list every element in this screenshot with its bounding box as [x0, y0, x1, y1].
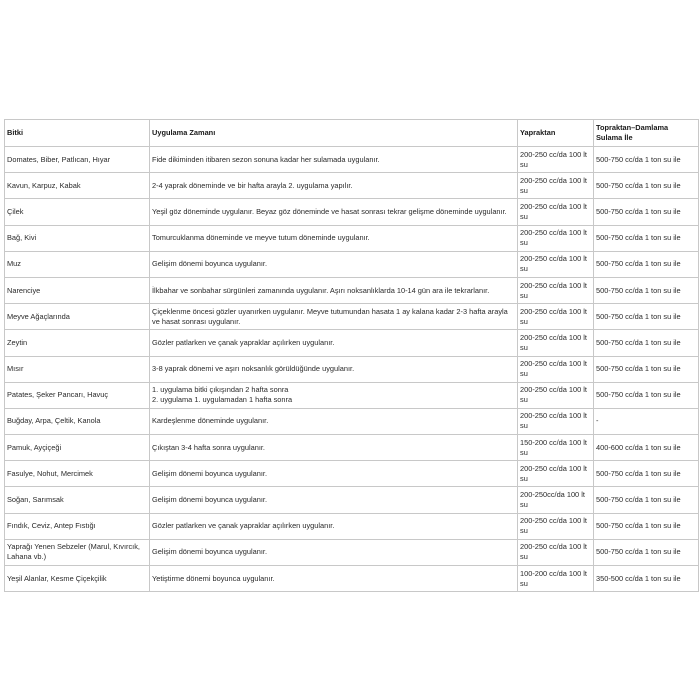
- cell-yapraktan: 200-250 cc/da 100 lt su: [518, 330, 594, 356]
- cell-bitki: Soğan, Sarımsak: [5, 487, 150, 513]
- cell-bitki: Çilek: [5, 199, 150, 225]
- cell-topraktan: 500-750 cc/da 1 ton su ile: [594, 251, 699, 277]
- table-row: [5, 225, 699, 251]
- cell-uygulama-zamani: Gözler patlarken ve çanak yapraklar açılırken uygulanır.: [150, 330, 518, 356]
- cell-yapraktan: 200-250 cc/da 100 lt su: [518, 513, 594, 539]
- cell-uygulama-zamani: 1. uygulama bitki çıkışından 2 hafta sonra 2. uygulama 1. uygulamadan 1 hafta sonra: [150, 382, 518, 408]
- cell-uygulama-zamani: Yetiştirme dönemi boyunca uygulanır.: [150, 566, 518, 592]
- application-table: [4, 119, 699, 592]
- cell-yapraktan: 200-250 cc/da 100 lt su: [518, 173, 594, 199]
- cell-bitki: Fasulye, Nohut, Mercimek: [5, 461, 150, 487]
- cell-yapraktan: 150-200 cc/da 100 lt su: [518, 435, 594, 461]
- cell-yapraktan: 200-250 cc/da 100 lt su: [518, 277, 594, 303]
- cell-bitki: Zeytin: [5, 330, 150, 356]
- table-row: [5, 330, 699, 356]
- cell-yapraktan: 200-250cc/da 100 lt su: [518, 487, 594, 513]
- cell-uygulama-zamani: Yeşil göz döneminde uygulanır. Beyaz göz döneminde ve hasat sonrası tekrar gelişme döneminde uygulanır.: [150, 199, 518, 225]
- cell-yapraktan: 200-250 cc/da 100 lt su: [518, 408, 594, 434]
- cell-bitki: Yeşil Alanlar, Kesme Çiçekçilik: [5, 566, 150, 592]
- cell-topraktan: 500-750 cc/da 1 ton su ile: [594, 382, 699, 408]
- cell-topraktan: 500-750 cc/da 1 ton su ile: [594, 487, 699, 513]
- table-row: [5, 566, 699, 592]
- cell-topraktan: 500-750 cc/da 1 ton su ile: [594, 330, 699, 356]
- cell-topraktan: 500-750 cc/da 1 ton su ile: [594, 513, 699, 539]
- cell-bitki: Yaprağı Yenen Sebzeler (Marul, Kıvırcık, Lahana vb.): [5, 539, 150, 565]
- cell-topraktan: 500-750 cc/da 1 ton su ile: [594, 147, 699, 173]
- cell-bitki: Pamuk, Ayçiçeği: [5, 435, 150, 461]
- cell-topraktan: 500-750 cc/da 1 ton su ile: [594, 356, 699, 382]
- cell-yapraktan: 200-250 cc/da 100 lt su: [518, 225, 594, 251]
- cell-uygulama-zamani: Fide dikiminden itibaren sezon sonuna kadar her sulamada uygulanır.: [150, 147, 518, 173]
- cell-yapraktan: 200-250 cc/da 100 lt su: [518, 382, 594, 408]
- cell-topraktan: -: [594, 408, 699, 434]
- cell-uygulama-zamani: Kardeşlenme döneminde uygulanır.: [150, 408, 518, 434]
- table-row: [5, 251, 699, 277]
- cell-bitki: Domates, Biber, Patlıcan, Hıyar: [5, 147, 150, 173]
- cell-topraktan: 500-750 cc/da 1 ton su ile: [594, 539, 699, 565]
- cell-bitki: Patates, Şeker Pancarı, Havuç: [5, 382, 150, 408]
- table-row: [5, 408, 699, 434]
- table-row: [5, 173, 699, 199]
- cell-yapraktan: 200-250 cc/da 100 lt su: [518, 539, 594, 565]
- cell-uygulama-zamani: Gelişim dönemi boyunca uygulanır.: [150, 461, 518, 487]
- cell-topraktan: 500-750 cc/da 1 ton su ile: [594, 461, 699, 487]
- cell-uygulama-zamani: Çiçeklenme öncesi gözler uyanırken uygulanır. Meyve tutumundan hasata 1 ay kalana kadar 2-3 hafta arayla ve hasat sonrası uygulanır.: [150, 304, 518, 330]
- cell-bitki: Bağ, Kivi: [5, 225, 150, 251]
- cell-yapraktan: 200-250 cc/da 100 lt su: [518, 461, 594, 487]
- cell-uygulama-zamani: Gelişim dönemi boyunca uygulanır.: [150, 539, 518, 565]
- cell-bitki: Meyve Ağaçlarında: [5, 304, 150, 330]
- cell-uygulama-zamani: Çıkıştan 3-4 hafta sonra uygulanır.: [150, 435, 518, 461]
- cell-uygulama-zamani: Gelişim dönemi boyunca uygulanır.: [150, 487, 518, 513]
- cell-bitki: Fındık, Ceviz, Antep Fıstığı: [5, 513, 150, 539]
- table-header-row: [5, 120, 699, 147]
- cell-topraktan: 500-750 cc/da 1 ton su ile: [594, 173, 699, 199]
- cell-uygulama-zamani: Gözler patlarken ve çanak yapraklar açılırken uygulanır.: [150, 513, 518, 539]
- cell-yapraktan: 200-250 cc/da 100 lt su: [518, 304, 594, 330]
- cell-topraktan: 400-600 cc/da 1 ton su ile: [594, 435, 699, 461]
- header-uygulama-zamani: Uygulama Zamanı: [150, 120, 518, 147]
- table-row: [5, 304, 699, 330]
- table-row: [5, 461, 699, 487]
- header-bitki: Bitki: [5, 120, 150, 147]
- cell-bitki: Mısır: [5, 356, 150, 382]
- cell-yapraktan: 200-250 cc/da 100 lt su: [518, 251, 594, 277]
- cell-bitki: Muz: [5, 251, 150, 277]
- table-row: [5, 356, 699, 382]
- cell-topraktan: 500-750 cc/da 1 ton su ile: [594, 277, 699, 303]
- cell-uygulama-zamani: Tomurcuklanma döneminde ve meyve tutum döneminde uygulanır.: [150, 225, 518, 251]
- cell-uygulama-zamani: 2-4 yaprak döneminde ve bir hafta arayla 2. uygulama yapılır.: [150, 173, 518, 199]
- cell-bitki: Narenciye: [5, 277, 150, 303]
- cell-yapraktan: 200-250 cc/da 100 lt su: [518, 356, 594, 382]
- cell-yapraktan: 100-200 cc/da 100 lt su: [518, 566, 594, 592]
- table-row: [5, 487, 699, 513]
- cell-bitki: Buğday, Arpa, Çeltik, Kanola: [5, 408, 150, 434]
- cell-bitki: Kavun, Karpuz, Kabak: [5, 173, 150, 199]
- table-row: [5, 513, 699, 539]
- table-row: [5, 277, 699, 303]
- table-row: [5, 199, 699, 225]
- table-row: [5, 382, 699, 408]
- cell-yapraktan: 200-250 cc/da 100 lt su: [518, 147, 594, 173]
- cell-topraktan: 500-750 cc/da 1 ton su ile: [594, 199, 699, 225]
- cell-yapraktan: 200-250 cc/da 100 lt su: [518, 199, 594, 225]
- table-row: [5, 435, 699, 461]
- cell-topraktan: 350-500 cc/da 1 ton su ile: [594, 566, 699, 592]
- cell-topraktan: 500-750 cc/da 1 ton su ile: [594, 304, 699, 330]
- cell-uygulama-zamani: 3-8 yaprak dönemi ve aşırı noksanlık görüldüğünde uygulanır.: [150, 356, 518, 382]
- cell-uygulama-zamani: İlkbahar ve sonbahar sürgünleri zamanında uygulanır. Aşırı noksanlıklarda 10-14 gün ara ile tekrarlanır.: [150, 277, 518, 303]
- cell-uygulama-zamani: Gelişim dönemi boyunca uygulanır.: [150, 251, 518, 277]
- header-topraktan: Topraktan–Damlama Sulama İle: [594, 120, 699, 147]
- cell-topraktan: 500-750 cc/da 1 ton su ile: [594, 225, 699, 251]
- table-row: [5, 147, 699, 173]
- table-row: [5, 539, 699, 565]
- header-yapraktan: Yapraktan: [518, 120, 594, 147]
